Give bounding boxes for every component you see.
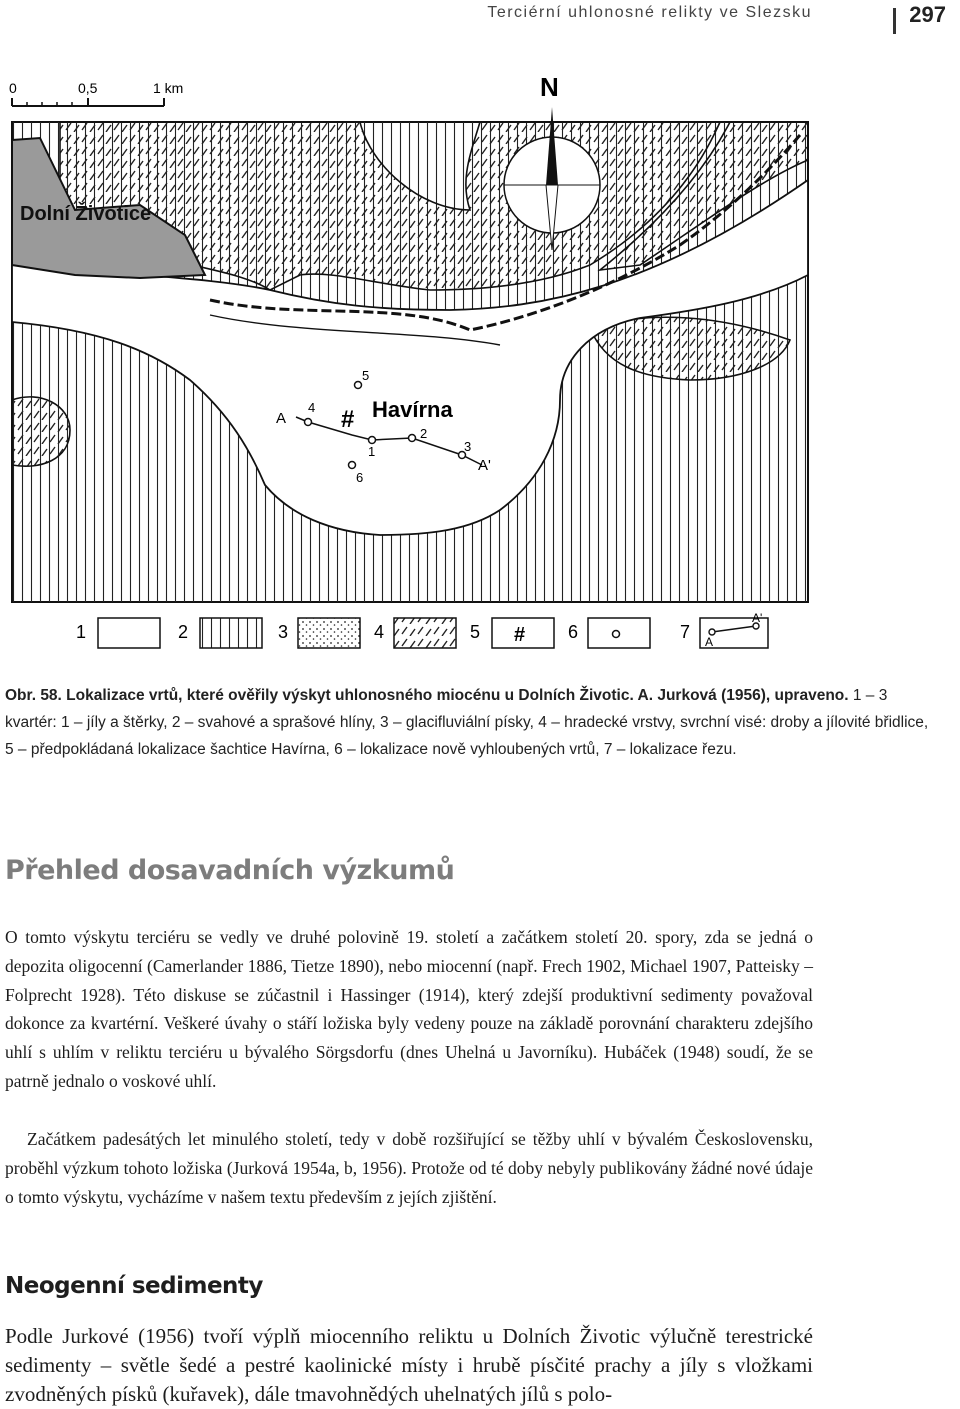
borehole-label-2: 2 bbox=[420, 426, 428, 441]
borehole-label-6: 6 bbox=[356, 470, 364, 485]
geological-map-figure bbox=[0, 60, 960, 660]
borehole-label-5: 5 bbox=[362, 368, 370, 383]
paragraph: O tomto výskytu terciéru se vedly ve druhé polovině 19. století a začátkem století 20. spory, zda se jedná o depozita oligocenní (Camerlander 1886, Tietze 1890), nebo miocenní (např. Frech 1902, Michael 1907, Patteisky – Folprecht 1928). Této diskuse se zúčastnil i Hassinger (1914), který zdejší produktivní sedimenty považoval dokonce za kvartérní. Veškeré úvahy o stáří ložiska byly vedeny pouze na základě porovnání charakteru zdejšího uhlí s uhlím v reliktu terciéru u bývalého Sörgsdorfu (dnes Uhelná u Javorníku). Hubáček (1948) soudí, že se patrně jednalo o voskové uhlí. bbox=[5, 927, 813, 1091]
page-number: 297 bbox=[909, 2, 946, 27]
legend-symbol-5: # bbox=[514, 624, 526, 646]
borehole-label-3: 3 bbox=[464, 439, 472, 454]
figure-caption bbox=[5, 682, 935, 763]
legend-number-3: 3 bbox=[278, 622, 289, 642]
legend-number-2: 2 bbox=[178, 622, 189, 642]
legend-section-end: A' bbox=[752, 611, 763, 625]
mine-shaft-icon: # bbox=[341, 406, 355, 433]
legend-number-5: 5 bbox=[470, 622, 481, 642]
caption-legend-text: 1 – 3 kvartér: 1 – jíly a štěrky, 2 – svahové a sprašové hlíny, 3 – glacifluviální písky, 4 – hradecké vrstvy, svrchní visé: droby a jílovité břidlice, 5 – předpokládaná lokalizace šachtice Havírna, 6 – lokalizace nově vyhloubených vrtů, 7 – lokalizace řezu. bbox=[5, 687, 929, 758]
legend-borehole-icon bbox=[613, 631, 620, 638]
legend-swatch-3 bbox=[298, 618, 360, 648]
village-label: Dolní Životice bbox=[20, 203, 152, 225]
scale-label-half: 0,5 bbox=[78, 80, 98, 96]
legend-number-4: 4 bbox=[374, 622, 385, 642]
mine-label: Havírna bbox=[372, 397, 453, 422]
geological-map bbox=[0, 60, 960, 660]
caption-title: Obr. 58. Lokalizace vrtů, které ověřily výskyt uhlonosného miocénu u Dolních Životic. A. Jurková (1956), upraveno. bbox=[5, 687, 849, 704]
legend-section-start: A bbox=[705, 635, 714, 649]
map-legend bbox=[76, 611, 768, 649]
legend-number-7: 7 bbox=[680, 622, 691, 642]
legend-number-1: 1 bbox=[76, 622, 87, 642]
legend-swatch-2 bbox=[200, 618, 262, 648]
section-end-label: A' bbox=[478, 457, 491, 474]
borehole-label-4: 4 bbox=[308, 400, 316, 415]
legend-swatch-1 bbox=[98, 618, 160, 648]
section-heading-research-overview: Přehled dosavadních výzkumů bbox=[5, 855, 455, 886]
legend-swatch-4 bbox=[394, 618, 456, 648]
legend-number-6: 6 bbox=[568, 622, 579, 642]
paragraph: Podle Jurkové (1956) tvoří výplň miocenního reliktu u Dolních Životic výlučně terestrické sedimenty – světle šedé a pestré kaolinické místy i hrubě písčité prachy a jíly s vložkami zvodněných písků (kuřavek), dále tmavohnědých uhelnatých jílů s polo- bbox=[5, 1324, 813, 1406]
scale-bar bbox=[9, 80, 183, 106]
borehole-label-1: 1 bbox=[368, 444, 376, 459]
scale-label-0: 0 bbox=[9, 80, 17, 96]
north-label: N bbox=[540, 72, 559, 102]
running-header bbox=[0, 4, 960, 34]
scale-label-1km: 1 km bbox=[153, 80, 184, 96]
section-start-label: A bbox=[276, 410, 287, 427]
section-heading-neogene-sediments: Neogenní sedimenty bbox=[5, 1273, 263, 1299]
running-title: Terciérní uhlonosné relikty ve Slezsku bbox=[487, 4, 812, 21]
header-rule bbox=[893, 8, 896, 34]
paragraph: Začátkem padesátých let minulého století, tedy v době rozšiřující se těžby uhlí v bývalém Československu, proběhl výzkum tohoto ložiska (Jurková 1954a, b, 1956). Protože od té doby nebyly publikovány žádné nové údaje o tomto výskytu, vycházíme v našem textu především z jejích zjištění. bbox=[5, 1129, 813, 1207]
